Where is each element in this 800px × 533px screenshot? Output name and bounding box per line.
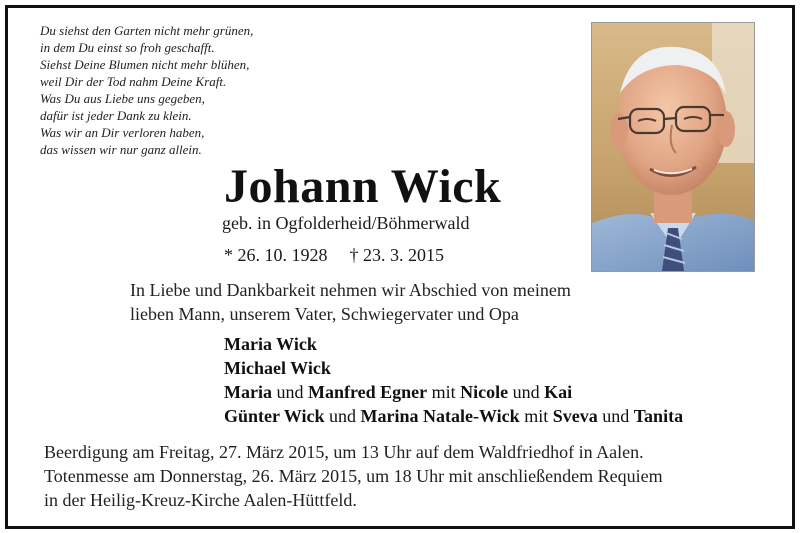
- poem-line: Du siehst den Garten nicht mehr grünen,: [40, 23, 254, 38]
- connector-text: mit: [427, 382, 461, 402]
- mourner-name: Kai: [544, 382, 573, 402]
- mourner-line: [224, 380, 683, 404]
- mourner-name: Maria: [224, 382, 272, 402]
- connector-text: mit: [519, 406, 553, 426]
- connector-text: und: [597, 406, 634, 426]
- funeral-line: in der Heilig-Kreuz-Kirche Aalen-Hüttfeld.: [44, 490, 357, 510]
- life-dates: [224, 244, 444, 266]
- poem-line: Was Du aus Liebe uns gegeben,: [40, 91, 205, 106]
- poem-line: weil Dir der Tod nahm Deine Kraft.: [40, 74, 227, 89]
- portrait-photo: [591, 22, 755, 272]
- mourner-name: Nicole: [460, 382, 509, 402]
- birthplace: geb. in Ogfolderheid/Böhmerwald: [222, 213, 470, 233]
- mourner-line: [224, 404, 683, 428]
- connector-text: und: [271, 382, 308, 402]
- mourner-name: Marina Natale-Wick: [360, 406, 520, 426]
- poem-line: Was wir an Dir verloren haben,: [40, 125, 205, 140]
- funeral-line: Totenmesse am Donnerstag, 26. März 2015, um 18 Uhr mit anschließendem Requiem: [44, 466, 663, 486]
- farewell-line: In Liebe und Dankbarkeit nehmen wir Abschied von meinem: [130, 280, 571, 300]
- poem: [40, 22, 253, 158]
- connector-text: und: [324, 406, 361, 426]
- mourner-name: Tanita: [633, 406, 684, 426]
- death-date: † 23. 3. 2015: [349, 245, 444, 265]
- mourner-name: Sveva: [552, 406, 598, 426]
- mourner-line: [224, 332, 683, 356]
- funeral-line: Beerdigung am Freitag, 27. März 2015, um 13 Uhr auf dem Waldfriedhof in Aalen.: [44, 442, 644, 462]
- poem-line: das wissen wir nur ganz allein.: [40, 142, 202, 157]
- poem-line: dafür ist jeder Dank zu klein.: [40, 108, 192, 123]
- mourner-name: Maria Wick: [224, 334, 317, 354]
- farewell-line: lieben Mann, unserem Vater, Schwiegervater und Opa: [130, 304, 519, 324]
- deceased-name: Johann Wick: [224, 160, 502, 213]
- birth-date: * 26. 10. 1928: [224, 245, 328, 265]
- mourner-line: [224, 356, 683, 380]
- farewell-text: [130, 278, 571, 326]
- poem-line: Siehst Deine Blumen nicht mehr blühen,: [40, 57, 250, 72]
- portrait-illustration: [592, 23, 754, 271]
- mourner-name: Michael Wick: [224, 358, 331, 378]
- funeral-info: [44, 440, 663, 512]
- connector-text: und: [508, 382, 545, 402]
- poem-line: in dem Du einst so froh geschafft.: [40, 40, 215, 55]
- mourner-name: Manfred Egner: [307, 382, 428, 402]
- mourner-name: Günter Wick: [224, 406, 325, 426]
- mourners-list: [224, 332, 683, 428]
